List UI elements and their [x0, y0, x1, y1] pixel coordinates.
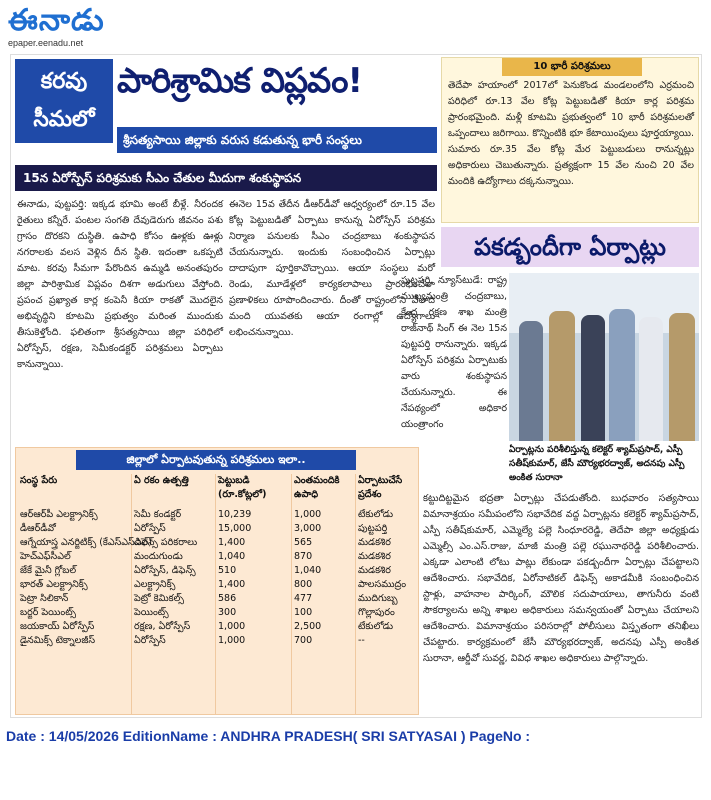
photo-person — [581, 315, 605, 441]
table-title: జిల్లాలో ఏర్పాటవుతున్న పరిశ్రమలు ఇలా.. — [76, 450, 356, 470]
table-cell: సెమీ కండక్టర్ — [134, 509, 182, 520]
section2-lead: పుట్టపర్తి, న్యూస్‌టుడే: రాష్ట్ర ముఖ్యమంత్రి చంద్రబాబు, కేంద్ర రక్షణ శాఖ మంత్రి రాజ్‌నాథ్ సింగ్ ఈ నెల 15న పుట్టపర్తి రానున్నారు. ఇక్కడ ఏరోస్పేస్ పరిశ్రమ ఏర్పాటుకు వారు శంకుస్థాపన చేయనున్నారు. ఈ నేపథ్యంలో అధికార యంత్రాంగం — [401, 275, 507, 430]
news-photo — [509, 273, 699, 441]
industries-table — [15, 447, 419, 715]
photo-person — [669, 313, 695, 441]
table-cell: 1,000 — [218, 635, 246, 646]
subheading-1: శ్రీసత్యసాయి జిల్లాకు వరుస కడుతున్న భారీ సంస్థలు — [117, 127, 437, 153]
photo-person — [519, 321, 543, 441]
table-cell: 510 — [218, 565, 237, 576]
table-cell: ఏరోస్పేస్ — [134, 635, 166, 646]
table-cell: డీఆర్‌డీవో — [20, 523, 56, 534]
table-cell: 800 — [294, 579, 313, 590]
table-cell: 10,239 — [218, 509, 252, 520]
table-column-location — [358, 474, 418, 714]
table-cell: భారత్ ఎలక్ట్రానిక్స్ — [20, 579, 88, 590]
table-cell: పుట్టపర్తి — [358, 523, 388, 534]
table-header: ఏర్పాటుచేసే ప్రదేశం — [358, 475, 403, 500]
table-cell: 870 — [294, 551, 313, 562]
table-cell: జేకే మైనీ గ్లోబల్ — [20, 565, 77, 576]
sidebox-tag: 10 భారీ పరిశ్రమలు — [502, 58, 642, 76]
table-column-company — [20, 474, 152, 714]
table-cell: పెట్రో కెమికల్స్ — [134, 593, 185, 604]
table-cell: టేకులోడు — [358, 509, 394, 520]
table-cell: 1,000 — [218, 621, 246, 632]
photo-caption: ఏర్పాట్లను పరిశీలిస్తున్న కలెక్టర్ శ్యామ్‌ప్రసాద్, ఎస్పీ సతీష్‌కుమార్, జేసీ మౌర్యభరద్వాజ్, అదనపు ఎస్పీ అంకిత సురానా — [509, 445, 685, 483]
table-cell: రక్షణ, ఏరోస్పేస్ — [134, 621, 191, 632]
main-headline: పారిశ్రామిక విప్లవం! — [117, 61, 362, 101]
table-cell: ఆర్‌ఆర్‌పీ ఎలక్ట్రానిక్స్ — [20, 509, 98, 520]
table-cell: 586 — [218, 593, 237, 604]
table-header: ఎంతమందికి ఉపాధి — [294, 475, 340, 500]
masthead — [8, 4, 138, 50]
table-header: ఏ రకం ఉత్పత్తి — [134, 475, 189, 486]
table-cell: గొల్లాపురం — [358, 607, 395, 618]
table-cell: 1,400 — [218, 579, 246, 590]
table-cell: బర్జర్ పెయింట్స్ — [20, 607, 76, 618]
article-column-2: ఈనెల 15వ తేదీన డీఆర్‌డీవో ఆధ్వర్యంలో రూ.15 వేల కోట్ల పెట్టుబడితో ఏర్పాటు కానున్న ఏరోస్పేస్ పరిశ్రమ నిర్మాణ పనులకు సీఎం చంద్రబాబు శంకుస్థాపన చేయనున్నారు. ఇందుకు సంబంధించిన ఏర్పాట్లు దాదాపుగా పూర్తికావొచ్చాయి. ఆయా సంస్థలు మరో రెండు, మూడేళ్లలో కార్యకలాపాలు ప్రారంభించేలా ప్రణాళికలు రూపొందించారు. దీంతో రాష్ట్రంలోని వేలాది మంది యువతకు ఆయా రంగాల్లో ఉద్యోగాలు లభించనున్నాయి. — [229, 199, 435, 338]
industries-sidebox — [441, 57, 699, 223]
table-cell: 3,000 — [294, 523, 322, 534]
table-cell: 1,400 — [218, 537, 246, 548]
table-cell: 477 — [294, 593, 313, 604]
table-cell: పెయింట్స్ — [134, 607, 169, 618]
section2-heading: పకడ్బందీగా ఏర్పాట్లు — [441, 227, 699, 267]
table-cell: ఆగ్నేయాస్త్ర ఎనర్జిటిక్స్ (కేఎస్ఎస్ఎల్) — [20, 537, 152, 548]
table-cell: మడకశిర — [358, 537, 391, 548]
table-cell: 2,500 — [294, 621, 322, 632]
table-cell: ముదిగుబ్బ — [358, 593, 398, 604]
table-cell: ఏరోస్పేస్ — [134, 523, 166, 534]
table-column-product — [134, 474, 216, 714]
table-cell: ఏరోస్పేస్, డిఫెన్స్ — [134, 565, 196, 576]
table-column-investment — [218, 474, 292, 714]
table-cell: టేకులోడు — [358, 621, 394, 632]
news-clipping — [10, 54, 702, 718]
table-column-jobs — [294, 474, 356, 714]
table-header: పెట్టుబడి (రూ.కోట్లలో) — [218, 475, 267, 500]
table-cell: ఎలక్ట్రానిక్స్ — [134, 579, 176, 590]
photo-person — [639, 317, 663, 441]
table-cell: మడకశిర — [358, 565, 391, 576]
photo-person — [609, 309, 635, 441]
table-cell: 100 — [294, 607, 313, 618]
subheading-2: 15న ఏరోస్పేస్ పరిశ్రమకు సీఎం చేతుల మీదుగా శంకుస్థాపన — [15, 165, 437, 191]
epaper-url[interactable]: epaper.eenadu.net — [8, 38, 84, 48]
table-cell: జయకాయ్ ఏరోస్పేస్ — [20, 621, 95, 632]
table-cell: 1,000 — [294, 509, 322, 520]
eenadu-logo[interactable]: ఈనాడు — [8, 3, 105, 38]
table-cell: 1,040 — [218, 551, 246, 562]
table-cell: డిఫెన్స్ పరికరాలు — [134, 537, 198, 548]
table-cell: 15,000 — [218, 523, 252, 534]
article-column-1: ఈనాడు, పుట్టపర్తి: ఇక్కడ భూమి అంటే బీళ్లే. నీరందక రైతులు కన్నీరే. పంటల సంగతి దేవుడెరుగు జీవనం పశు గ్రాసం దొరకని దుస్థితి. ఉపాధి కోసం ఊళ్లకు ఊళ్లు నగరాలకు వలస వెళ్లిన దీన స్థితి. ఇదంతా ఒకప్పటి మాట. కరవు సీమగా పేరొందిన ఉమ్మడి అనంతపురం జిల్లా పారిశ్రామిక విప్లవం దిశగా అడుగులు వేస్తోంది. ప్రపంచ ప్రఖ్యాత కార్ల కంపెనీ కియా రాకతో మొదలైన అభివృద్ధిని కూటమి ప్రభుత్వం మరింత ముందుకు తీసుకెళ్తోంది. ఫలితంగా శ్రీసత్యసాయి జిల్లా పరిధిలో ఏరోస్పేస్, రక్షణ, సెమీకండక్టర్ పరిశ్రమలు ఏర్పాటు కానున్నాయి. — [17, 199, 223, 370]
table-cell: 565 — [294, 537, 313, 548]
table-cell: డైనమిక్స్ టెక్నాలజీస్ — [20, 635, 95, 646]
table-cell: హెచ్ఎఫ్‌సీఎల్ — [20, 551, 71, 562]
table-cell: పెట్రా సిలికాన్ — [20, 593, 69, 604]
table-cell: పాలసముద్రం — [358, 579, 407, 590]
edition-footer: Date : 14/05/2026 EditionName : ANDHRA PRADESH( SRI SATYASAI ) PageNo : — [6, 728, 531, 744]
section2-body: కట్టుదిట్టమైన భద్రతా ఏర్పాట్లు చేపడుతోంది. బుధవారం సత్యసాయి విమానాశ్రయం సమీపంలోని సభావేదిక వద్ద ఏర్పాట్లను కలెక్టర్ శ్యామ్‌ప్రసాద్, ఎస్పీ సతీష్‌కుమార్, ఎమ్మెల్యే పల్లె సింధూరరెడ్డి, తెదేపా జిల్లా అధ్యక్షుడు ఎమ్మెల్సీ ఎం.ఎస్.రాజు, మాజీ మంత్రి పల్లె రఘునాథరెడ్డి పరిశీలించారు. ఎక్కడా ఎలాంటి లోటు పాట్లు లేకుండా పకడ్బందీగా ఏర్పాట్లు చేపట్టాలని ఆదేశించారు. సభావేదిక, ఏరోనాటికల్ డిఫెన్స్ అకాడమీకి సంబంధించిన స్టాళ్లు, వాహనాల పార్కింగ్, మౌలిక సదుపాయాలు, తాగునీరు వంటి సౌకర్యాలను అన్ని శాఖల అధికారులు సమన్వయంతో ఏర్పాటు చేయాలని ఆదేశించారు. విమానాశ్రయం పరిసరాల్లో పోలీసులు విస్తృతంగా తనిఖీలు చేపట్టారు. కార్యక్రమంలో జేసీ మౌర్యభరద్వాజ్, అదనపు ఎస్పీ అంకిత సురానా, ఆర్డీవో సువర్ణ, వివిధ శాఖల అధికారులు పాల్గొన్నారు. — [423, 493, 699, 664]
table-cell: 1,040 — [294, 565, 322, 576]
table-cell: -- — [358, 635, 365, 646]
table-header: సంస్థ పేరు — [20, 475, 58, 486]
table-cell: 700 — [294, 635, 313, 646]
table-cell: 300 — [218, 607, 237, 618]
table-cell: మందుగుండు — [134, 551, 183, 562]
sidebox-text: తెదేపా హయాంలో 2017లో పెనుకొండ మండలంలోని ఎర్రమంచి పరిధిలో రూ.13 వేల కోట్ల పెట్టుబడితో కియా కార్ల పరిశ్రమ ప్రారంభమైంది. మళ్లీ కూటమి ప్రభుత్వంలో 10 భారీ పరిశ్రమలతో ఒప్పందాలు జరిగాయి. కొన్నింటికి భూ కేటాయింపులు పూర్తయ్యాయి. సుమారు రూ.35 వేల కోట్ల మేర పెట్టుబడులు రానున్నట్లు అధికారులు చెబుతున్నారు. ప్రత్యక్షంగా 15 వేల నుంచి 20 వేల మందికి ఉద్యోగాలు దక్కనున్నాయి. — [448, 80, 694, 187]
photo-person — [549, 311, 575, 441]
table-cell: మడకశిర — [358, 551, 391, 562]
kicker-box: కరవు సీమలో — [15, 59, 113, 143]
